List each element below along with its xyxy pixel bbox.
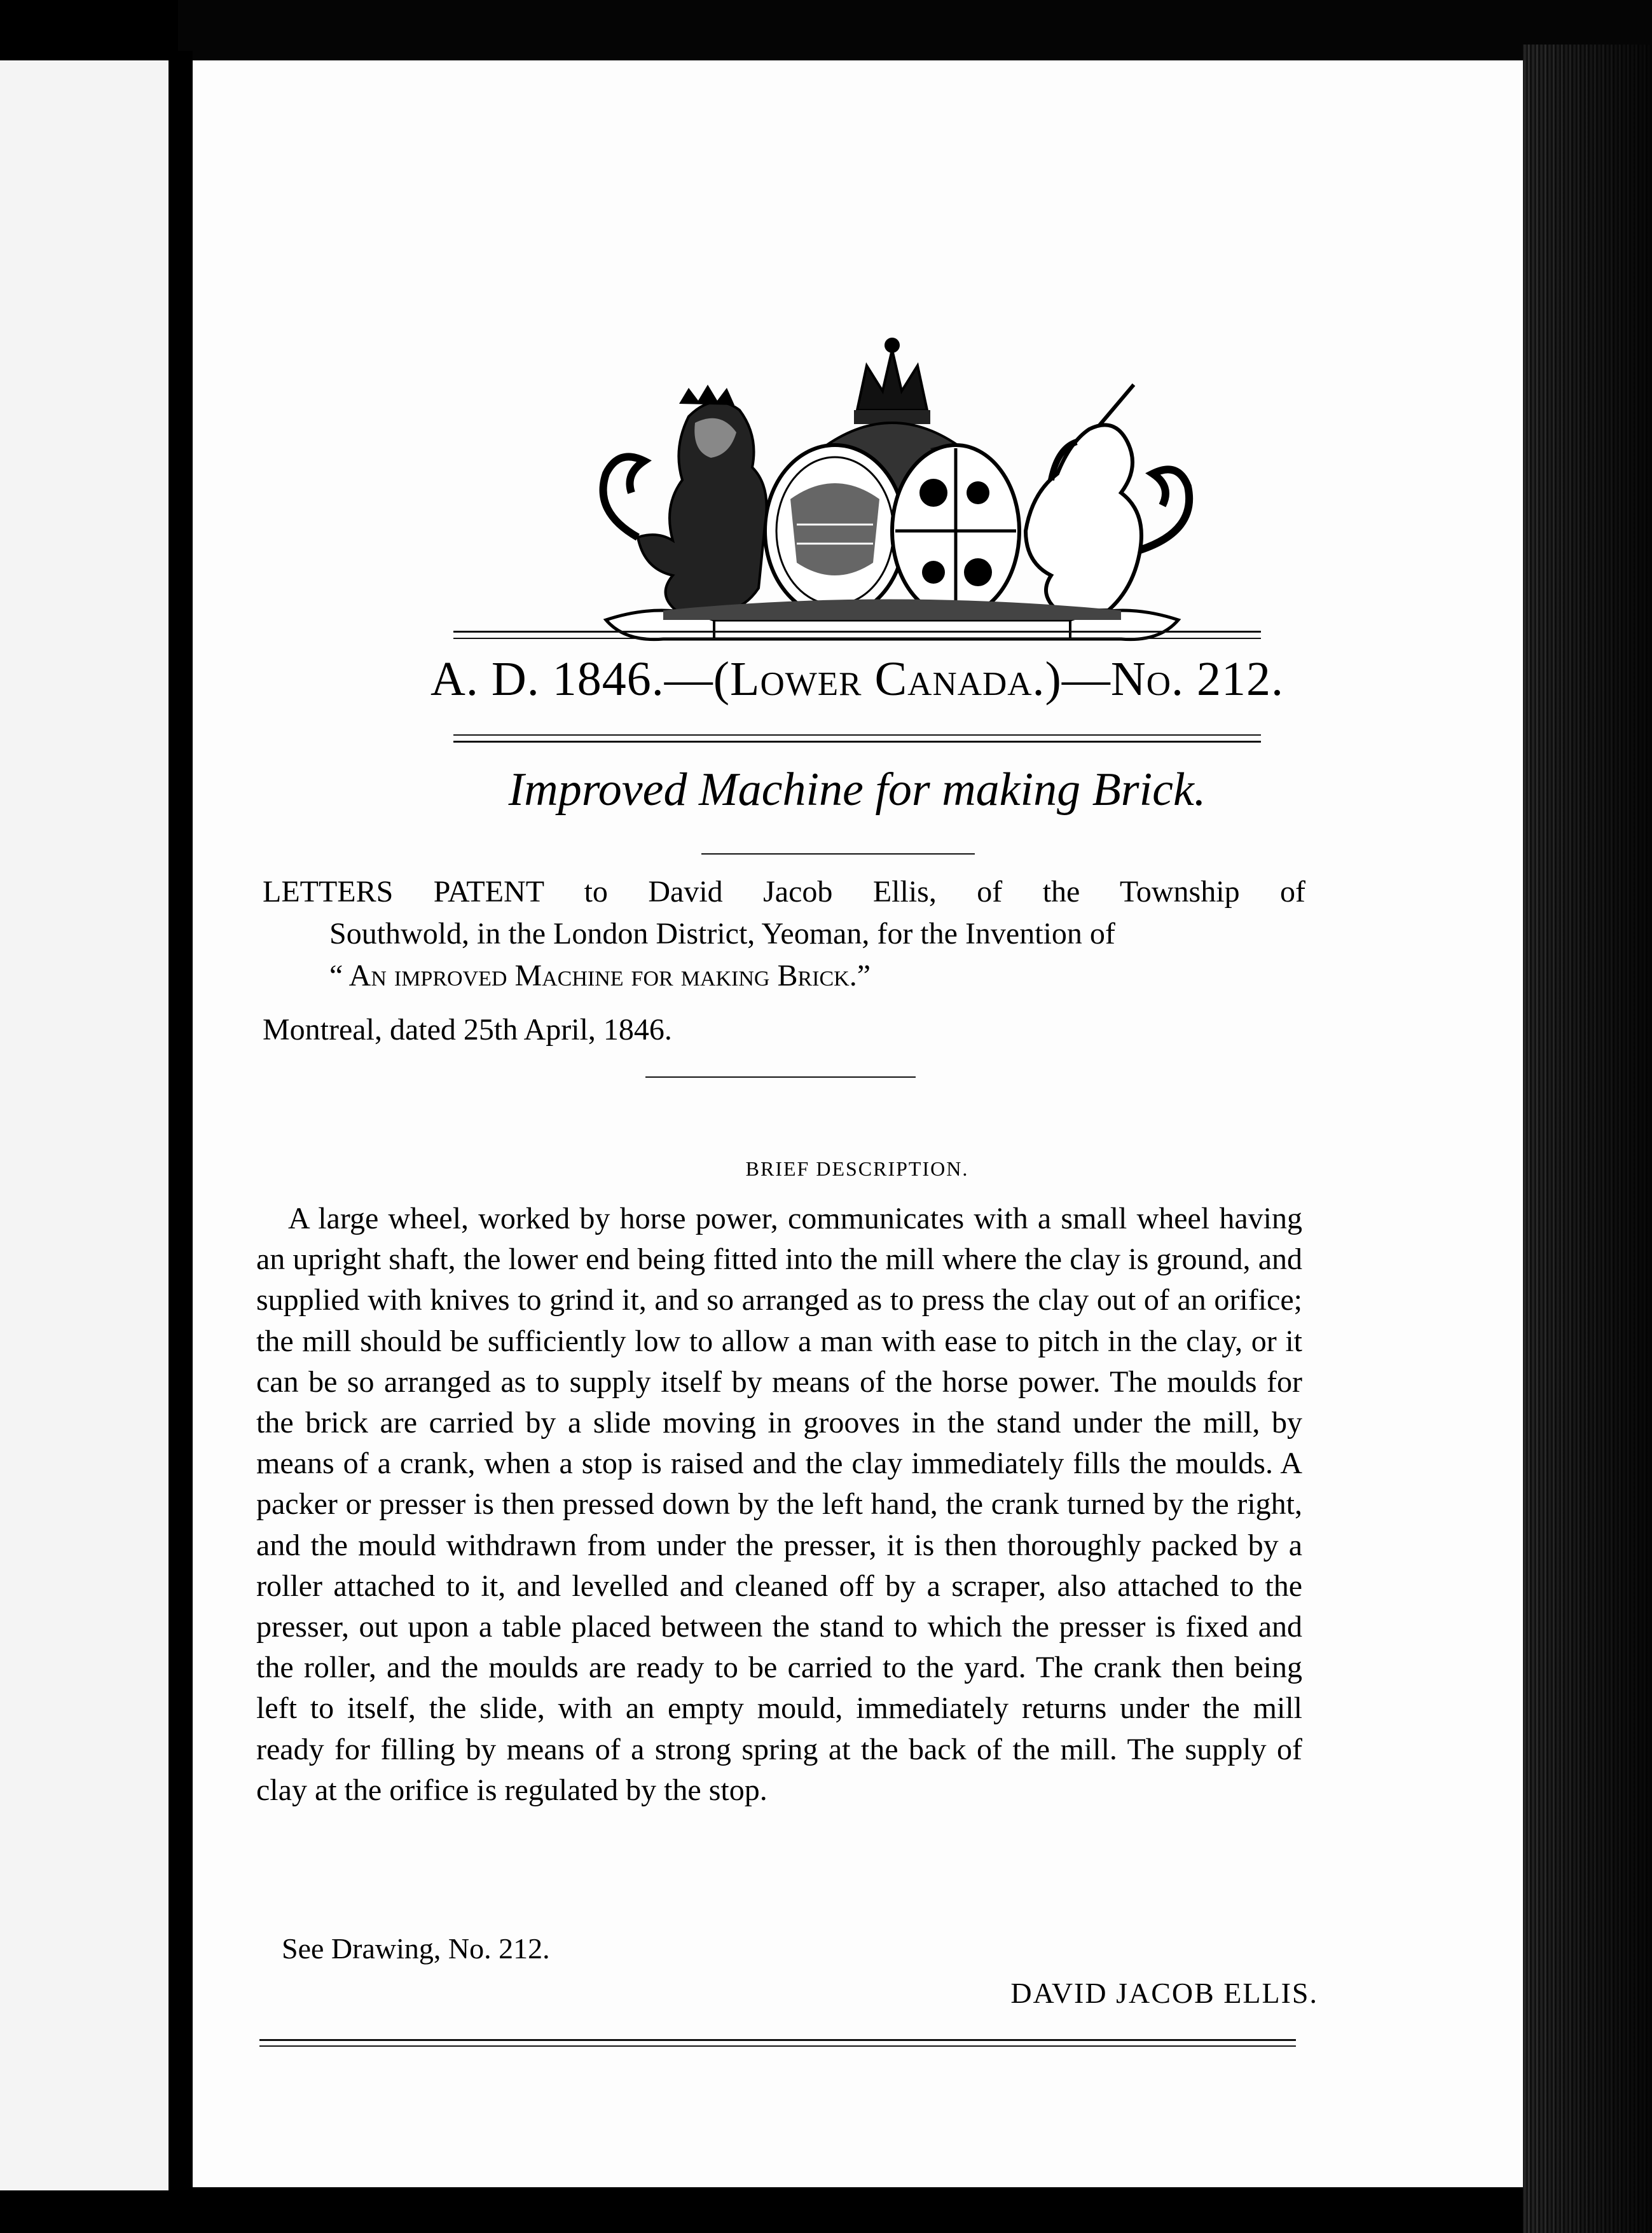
page-stack-shade [1523,45,1652,2233]
letters-patent-line-2: Southwold, in the London District, Yeoman, for the Invention of [329,917,1115,951]
rule-double-top-1 [453,631,1261,633]
rule-short-1 [701,853,975,855]
royal-coat-of-arms-icon [568,321,1216,677]
rule-double-bottom-2 [453,741,1261,743]
scan-border-top [0,0,1652,60]
book-spine [169,51,193,2213]
letters-patent-paragraph [263,871,1305,997]
dated-line: Montreal, dated 25th April, 1846. [263,1013,672,1047]
facing-page-edge [0,60,169,2190]
document-page [193,60,1523,2187]
brief-description-heading: BRIEF DESCRIPTION. [745,1157,969,1180]
rule-short-2 [645,1076,916,1078]
rule-double-footer-2 [259,2045,1296,2047]
invention-title: Improved Machine for making Brick. [508,764,1206,816]
brief-description-body: A large wheel, worked by horse power, communicates with a small wheel having an upright shaft, the lower end being fitted into the mill where the clay is ground, and supplied with knives to grind it, and so arranged as to press the clay out of an orifice; the mill should be sufficiently low to allow a man with ease to pitch in the clay, or it can be so arranged as to supply itself by means of the horse power. The moulds for the brick are carried by a slide moving in grooves in the stand under the mill, by means of a crank, when a stop is raised and the clay immediately fills the moulds. A packer or presser is then pressed down by the left hand, the crank turned by the right, and the mould withdrawn from under the presser, it is then thoroughly packed by a roller attached to it, and levelled and cleaned off by a scraper, also attached to the presser, out upon a table placed between the stand to which the presser is fixed and the roller, and the moulds are ready to be carried to the yard. The crank then being left to itself, the slide, with an empty mould, immediately returns under the mill ready for filling by means of a strong spring at the back of the mill. The supply of clay at the orifice is regulated by the stop. [256,1202,1302,1807]
see-drawing-note: See Drawing, No. 212. [282,1932,550,1965]
letters-patent-line-1: LETTERS PATENT to David Jacob Ellis, of the Township of [263,875,1305,909]
rule-double-bottom-1 [453,734,1261,736]
signature: DAVID JACOB ELLIS. [1010,1977,1318,2009]
rule-double-footer-1 [259,2039,1296,2041]
page-heading: A. D. 1846.—(Lower Canada.)—No. 212. [430,652,1284,706]
rule-double-top-2 [453,638,1261,639]
letters-patent-line-3: “ An improved Machine for making Brick.” [329,959,871,993]
